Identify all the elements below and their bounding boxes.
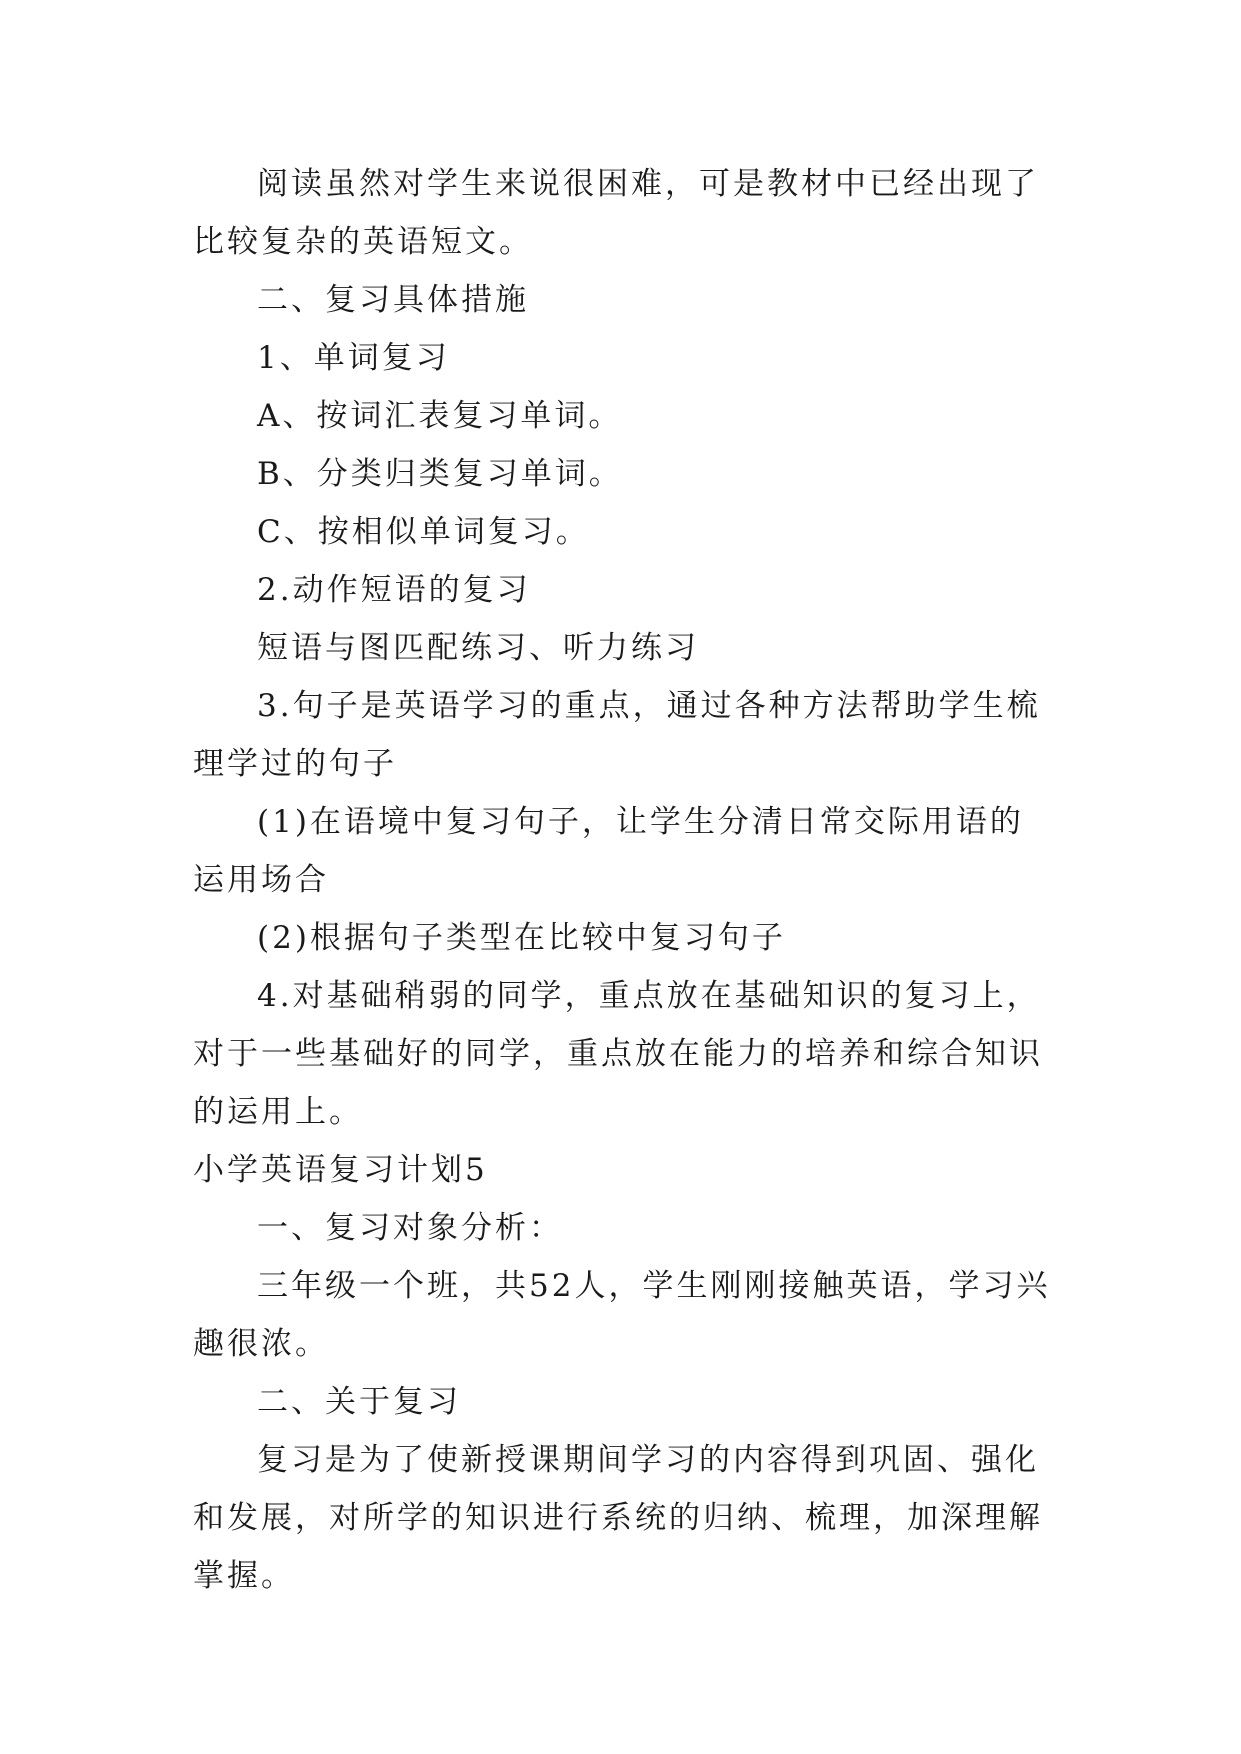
list-item: (2)根据句子类型在比较中复习句子 — [257, 920, 786, 956]
document-body — [193, 155, 1053, 1605]
paragraph: 4.对基础稍弱的同学，重点放在基础知识的复习上，对于一些基础好的同学，重点放在能力的培养和综合知识的运用上。 — [193, 978, 1043, 1130]
subsection-heading: 1、单词复习 — [257, 340, 450, 376]
section-heading: 二、关于复习 — [257, 1384, 461, 1420]
paragraph: 复习是为了使新授课期间学习的内容得到巩固、强化和发展，对所学的知识进行系统的归纳、梳理，加深理解掌握。 — [193, 1442, 1043, 1594]
paragraph: 3.句子是英语学习的重点，通过各种方法帮助学生梳理学过的句子 — [193, 688, 1041, 782]
document-title: 小学英语复习计划5 — [193, 1152, 488, 1188]
list-item: C、按相似单词复习。 — [257, 514, 590, 550]
subsection-heading: 2.动作短语的复习 — [257, 572, 531, 608]
section-heading: 二、复习具体措施 — [257, 282, 529, 318]
list-item: B、分类归类复习单词。 — [257, 456, 623, 492]
section-heading: 一、复习对象分析： — [257, 1210, 563, 1246]
list-item: (1)在语境中复习句子，让学生分清日常交际用语的运用场合 — [193, 804, 1024, 898]
list-item: A、按词汇表复习单词。 — [257, 398, 623, 434]
paragraph: 阅读虽然对学生来说很困难，可是教材中已经出现了比较复杂的英语短文。 — [193, 166, 1039, 260]
paragraph: 短语与图匹配练习、听力练习 — [257, 630, 699, 666]
paragraph: 三年级一个班，共52人，学生刚刚接触英语，学习兴趣很浓。 — [193, 1268, 1051, 1362]
